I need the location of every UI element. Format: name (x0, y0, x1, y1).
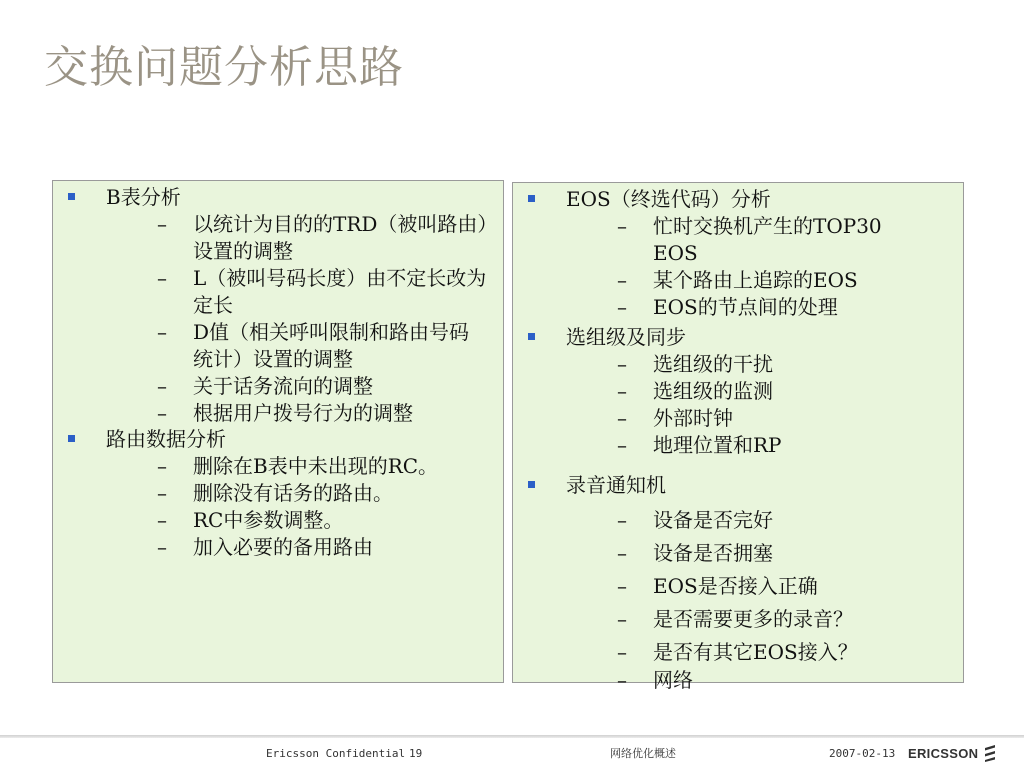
dash-icon: – (157, 481, 167, 505)
section-route-data-analysis (53, 425, 503, 561)
slide-title: 交换问题分析思路 (44, 42, 404, 93)
list-item-text: 删除没有话务的路由。 (193, 481, 393, 505)
dash-icon: – (617, 406, 627, 430)
section-b-table-analysis (53, 183, 503, 427)
section-heading (513, 471, 963, 499)
section-heading (53, 183, 503, 211)
list-item (513, 267, 963, 294)
list-item-text: EOS的节点间的处理 (653, 295, 838, 319)
list-item (53, 507, 503, 534)
dash-icon: – (157, 401, 167, 425)
section-eos-analysis (513, 185, 963, 321)
section-heading (513, 323, 963, 351)
section-heading (53, 425, 503, 453)
section-heading-text: 录音通知机 (566, 473, 666, 497)
dash-icon: – (617, 295, 627, 319)
dash-icon: – (617, 214, 627, 238)
left-content-panel (52, 180, 504, 683)
square-bullet-icon (68, 435, 75, 442)
square-bullet-icon (528, 481, 535, 488)
list-item-text: RC中参数调整。 (193, 508, 344, 532)
square-bullet-icon (528, 195, 535, 202)
list-item (53, 480, 503, 507)
list-item-text: EOS是否接入正确 (653, 574, 818, 598)
section-heading (513, 185, 963, 213)
list-item (53, 373, 503, 400)
list-item (513, 294, 963, 321)
dash-icon: – (617, 607, 627, 631)
list-item (513, 378, 963, 405)
list-item-text: 关于话务流向的调整 (193, 374, 373, 398)
section-recorded-announcement (513, 471, 963, 691)
dash-icon: – (617, 379, 627, 403)
list-item (53, 400, 503, 427)
list-item (53, 453, 503, 480)
list-item (513, 432, 963, 459)
dash-icon: – (617, 574, 627, 598)
list-item (513, 213, 963, 267)
dash-icon: – (157, 454, 167, 478)
list-item-text: 选组级的干扰 (653, 352, 773, 376)
list-item (513, 603, 963, 636)
list-item (513, 636, 963, 669)
right-content-panel (512, 182, 964, 692)
list-item-text: 是否有其它EOS接入？ (653, 640, 858, 664)
dash-icon: – (157, 266, 167, 290)
footer-confidential: Ericsson Confidential (266, 747, 406, 760)
dash-icon: – (157, 320, 167, 344)
dash-icon: – (617, 541, 627, 565)
list-item-text: 是否需要更多的录音？ (653, 607, 853, 631)
list-item-text: 加入必要的备用路由 (193, 535, 373, 559)
dash-icon: – (617, 640, 627, 664)
section-heading-text: 路由数据分析 (106, 427, 226, 451)
section-heading-text: EOS（终选代码）分析 (566, 187, 771, 211)
list-item-text: 设备是否完好 (653, 508, 773, 532)
list-item-text: D值（相关呼叫限制和路由号码统计）设置的调整 (193, 320, 470, 371)
ericsson-mark-icon (984, 744, 996, 762)
list-item (53, 534, 503, 561)
list-item (53, 319, 503, 373)
list-item-text: 地理位置和RP (653, 433, 782, 457)
list-item (513, 351, 963, 378)
list-item-text: 选组级的监测 (653, 379, 773, 403)
list-item-text: 根据用户拨号行为的调整 (193, 401, 413, 425)
ericsson-logo (908, 743, 1018, 763)
list-item-text: L（被叫号码长度）由不定长改为定长 (193, 266, 487, 317)
list-item-text: 忙时交换机产生的TOP30 EOS (653, 214, 882, 265)
list-item (513, 504, 963, 537)
list-item (53, 211, 503, 265)
list-item-text: 删除在B表中未出现的RC。 (193, 454, 439, 478)
dash-icon: – (157, 374, 167, 398)
section-group-selector-sync (513, 323, 963, 459)
dash-icon: – (617, 508, 627, 532)
square-bullet-icon (528, 333, 535, 340)
dash-icon: – (157, 535, 167, 559)
list-item-text: 某个路由上追踪的EOS (653, 268, 858, 292)
section-heading-text: 选组级及同步 (566, 325, 686, 349)
list-item-text: 外部时钟 (653, 406, 733, 430)
footer-divider (0, 735, 1024, 738)
list-item-text: 以统计为目的的TRD（被叫路由）设置的调整 (193, 212, 488, 263)
list-item (53, 265, 503, 319)
list-item (513, 405, 963, 432)
dash-icon: – (157, 212, 167, 236)
footer-page-number: 19 (409, 747, 423, 760)
list-item (513, 570, 963, 603)
list-item-text: 网络 (653, 668, 693, 692)
dash-icon: – (157, 508, 167, 532)
list-item (513, 669, 963, 691)
footer-subject: 网络优化概述 (610, 747, 676, 760)
footer-date: 2007-02-13 (829, 747, 896, 760)
logo-wordmark: ERICSSON (908, 745, 979, 761)
square-bullet-icon (68, 193, 75, 200)
dash-icon: – (617, 268, 627, 292)
list-item-text: 设备是否拥塞 (653, 541, 773, 565)
dash-icon: – (617, 668, 627, 692)
dash-icon: – (617, 433, 627, 457)
list-item (513, 537, 963, 570)
dash-icon: – (617, 352, 627, 376)
section-heading-text: B表分析 (106, 185, 181, 209)
